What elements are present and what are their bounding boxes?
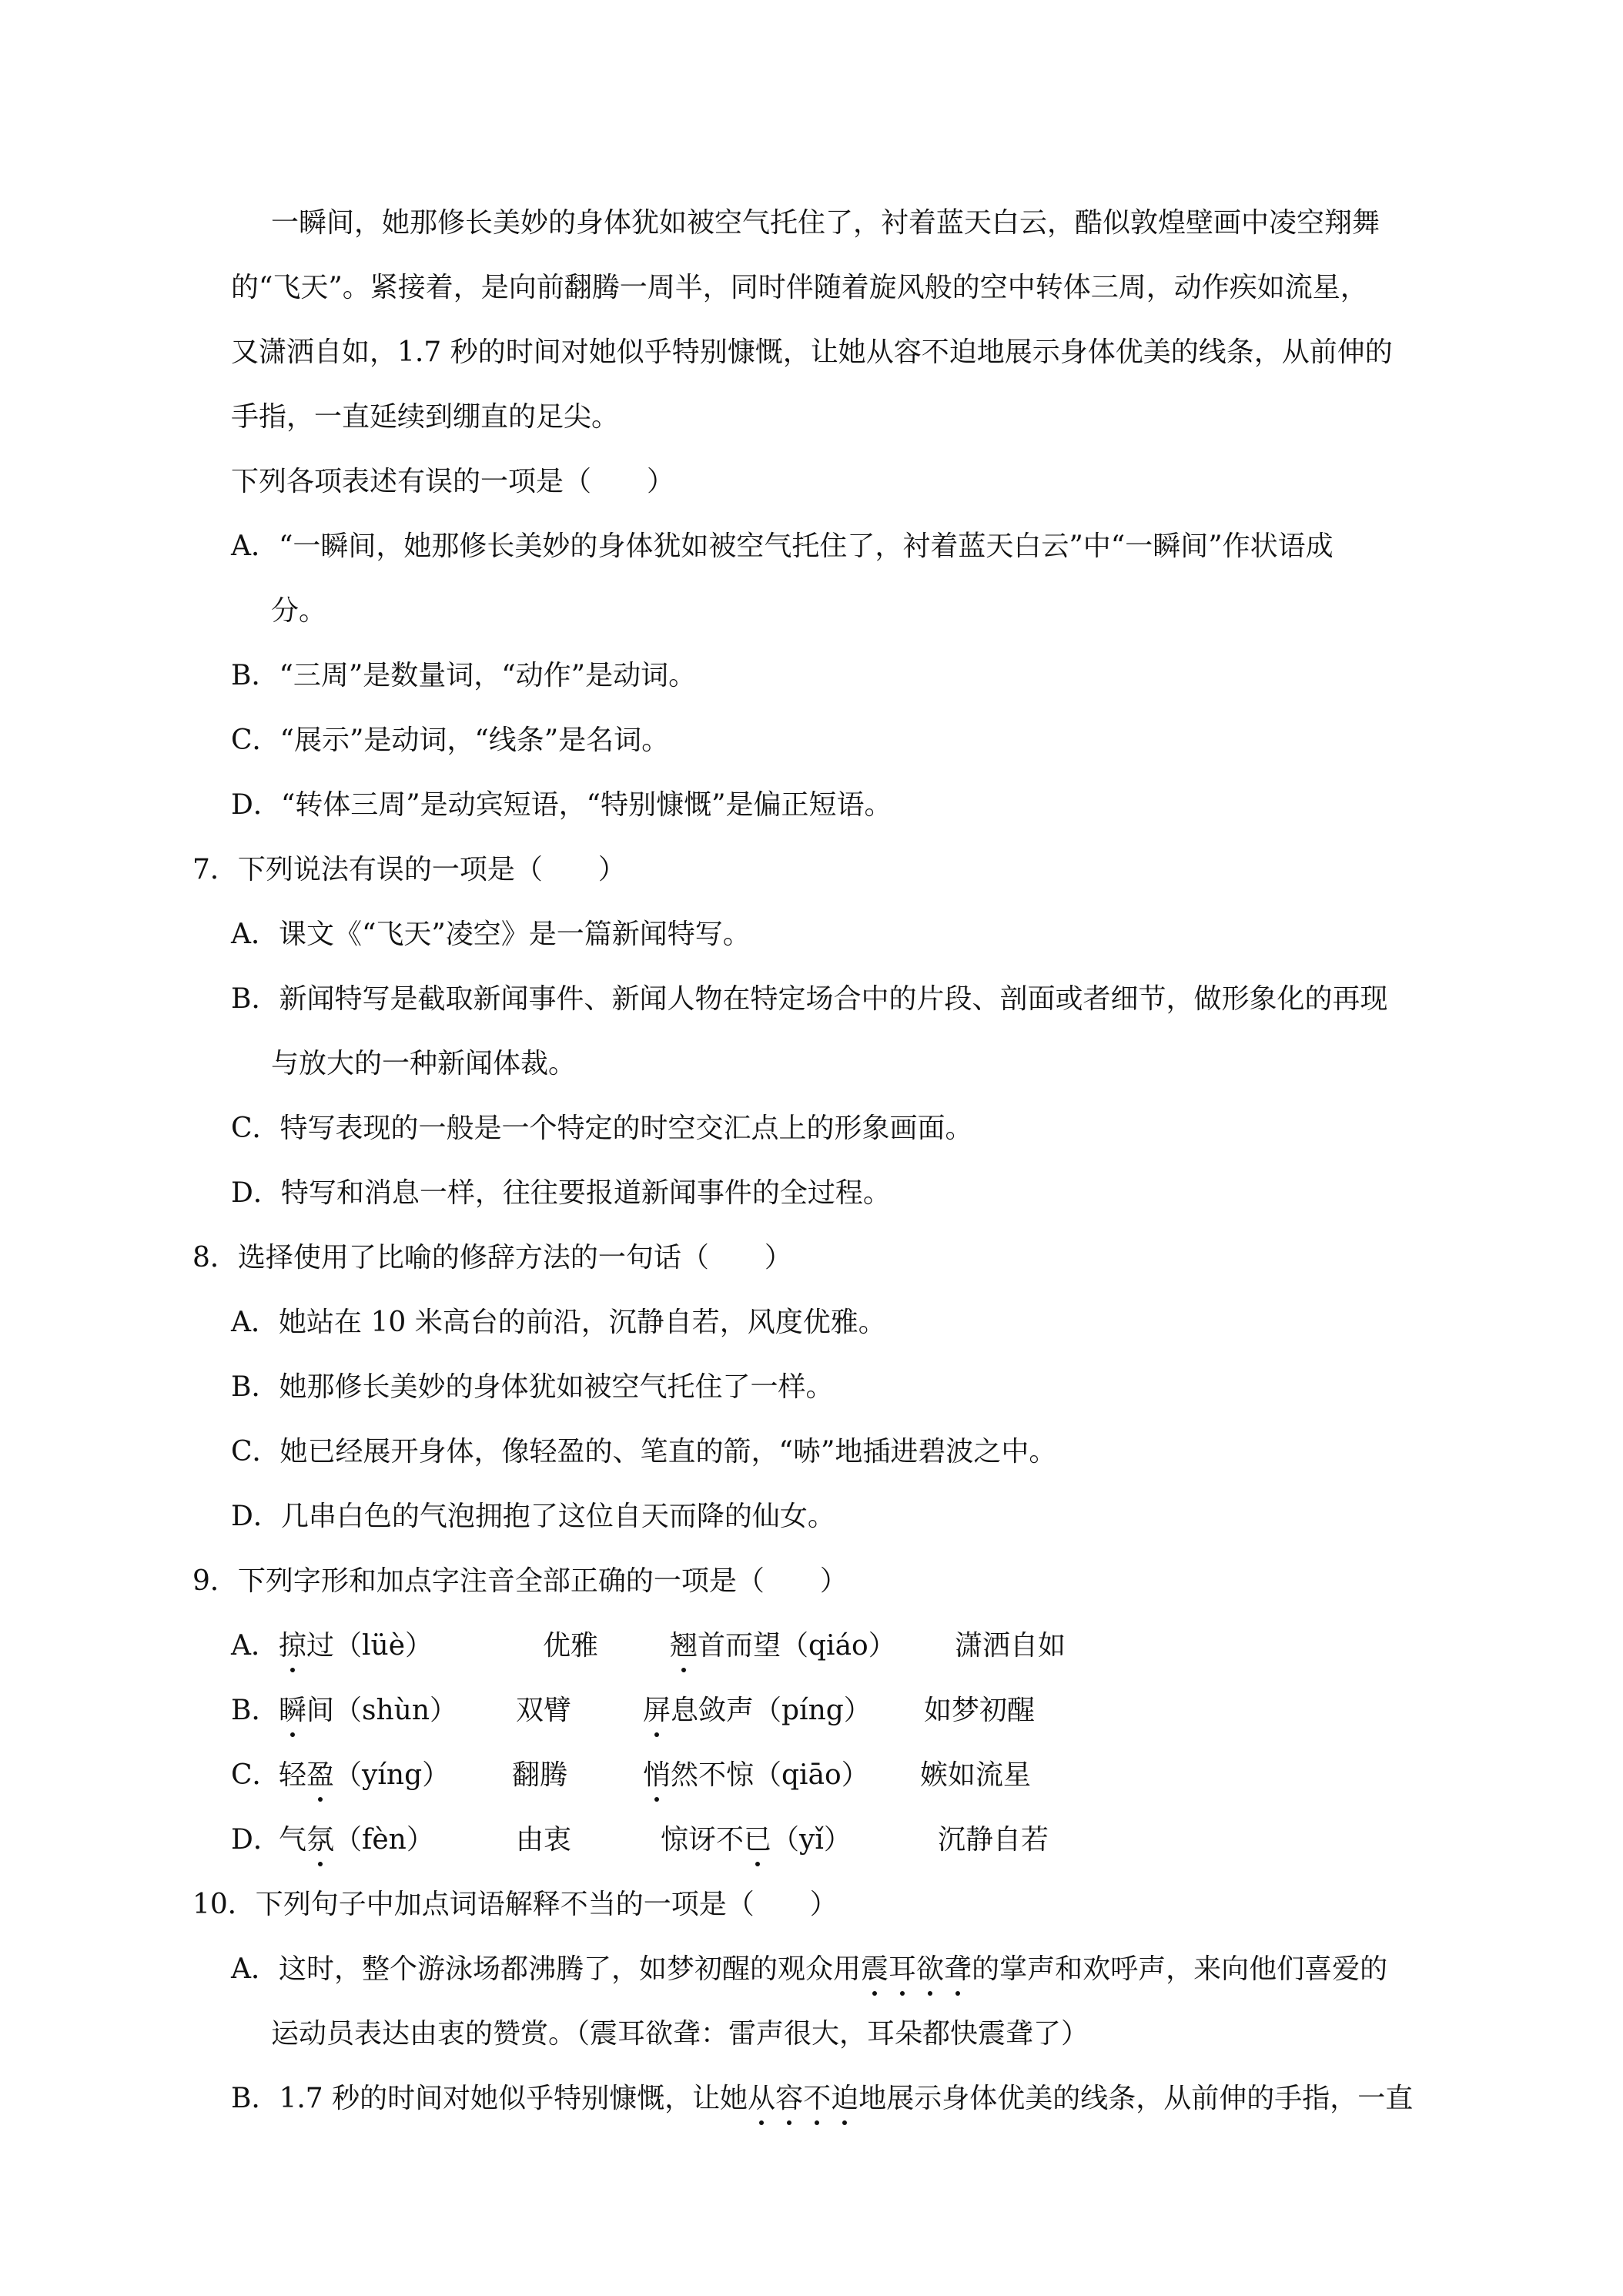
passage-line-4: 手指，一直延续到绷直的足尖。 [231, 401, 620, 433]
emphasis-dot-char: 震 [861, 1953, 889, 1985]
emphasis-dot-char: 已 [744, 1824, 772, 1856]
emphasis-dot-char: 容 [775, 2083, 804, 2114]
q8-option-a: A．她站在 10 米高台的前沿，沉静自若，风度优雅。 [231, 1307, 886, 1338]
q6-option-a-line-1: A．“一瞬间，她那修长美妙的身体犹如被空气托住了，衬着蓝天白云”中“一瞬间”作状语成 [231, 530, 1334, 562]
q7-option-d: D．特写和消息一样，往往要报道新闻事件的全过程。 [231, 1177, 891, 1209]
emphasis-dot-char: 耳 [888, 1953, 917, 1985]
q7-option-a: A．课文《“飞天”凌空》是一篇新闻特写。 [231, 919, 751, 950]
q9-option-c-word-1: 轻盈（yíng） [279, 1759, 450, 1791]
emphasis-dot-char: 屏 [643, 1695, 671, 1726]
q9-option-a-word-4: 潇洒自如 [955, 1630, 1066, 1662]
q9-option-d-word-2: 由衷 [516, 1824, 572, 1856]
q9-option-b-word-4: 如梦初醒 [924, 1695, 1036, 1726]
q6-option-d: D．“转体三周”是动宾短语，“特别慷慨”是偏正短语。 [231, 789, 892, 821]
q6-option-c: C．“展示”是动词，“线条”是名词。 [231, 725, 670, 756]
q10-stem: 10．下列句子中加点词语解释不当的一项是（ ） [192, 1889, 838, 1920]
q8-option-d: D．几串白色的气泡拥抱了这位自天而降的仙女。 [231, 1501, 835, 1532]
q9-option-a-word-1: 掠过（lüè） [279, 1630, 433, 1662]
emphasis-dot-char: 迫 [831, 2083, 859, 2114]
q10-option-b-line-1: B．1.7 秒的时间对她似乎特别慷慨，让她从容不迫地展示身体优美的线条，从前伸的手指，一直 [231, 2083, 1414, 2114]
q9-option-d-word-1: 气氛（fèn） [279, 1824, 434, 1856]
passage-line-2: 的“飞天”。紧接着，是向前翻腾一周半，同时伴随着旋风般的空中转体三周，动作疾如流星， [231, 272, 1368, 303]
q8-option-c: C．她已经展开身体，像轻盈的、笔直的箭，“哧”地插进碧波之中。 [231, 1436, 1057, 1468]
q7-stem: 7．下列说法有误的一项是（ ） [192, 854, 626, 885]
emphasis-dot-char: 翘 [670, 1630, 698, 1662]
passage-line-3: 又潇洒自如，1.7 秒的时间对她似乎特别慷慨，让她从容不迫地展示身体优美的线条，从前伸的 [231, 336, 1393, 368]
q8-option-b: B．她那修长美妙的身体犹如被空气托住了一样。 [231, 1371, 834, 1403]
q9-option-b-label: B． [231, 1695, 279, 1726]
q9-option-b-word-1: 瞬间（shùn） [279, 1695, 458, 1726]
q8-stem: 8．选择使用了比喻的修辞方法的一句话（ ） [192, 1242, 792, 1274]
emphasis-dot-char: 瞬 [279, 1695, 307, 1726]
emphasis-dot-char: 不 [803, 2083, 832, 2114]
q9-option-a-word-2: 优雅 [543, 1630, 599, 1662]
q6-stem: 下列各项表述有误的一项是（ ） [231, 466, 675, 497]
q9-option-d-word-3: 惊讶不已（yǐ） [661, 1824, 852, 1856]
emphasis-dot-char: 悄 [643, 1759, 671, 1791]
emphasis-dot-char: 盈 [306, 1759, 335, 1791]
q10-option-a-line-1: A．这时，整个游泳场都沸腾了，如梦初醒的观众用震耳欲聋的掌声和欢呼声，来向他们喜爱的 [231, 1953, 1388, 1985]
passage-line-1: 一瞬间，她那修长美妙的身体犹如被空气托住了，衬着蓝天白云，酷似敦煌壁画中凌空翔舞 [271, 207, 1380, 239]
q7-option-b-line-1: B．新闻特写是截取新闻事件、新闻人物在特定场合中的片段、剖面或者细节，做形象化的再现 [231, 983, 1388, 1015]
q6-option-a-line-2: 分。 [271, 595, 327, 627]
q9-option-d-word-4: 沉静自若 [938, 1824, 1049, 1856]
q6-option-b: B．“三周”是数量词，“动作”是动词。 [231, 660, 697, 691]
emphasis-dot-char: 聋 [944, 1953, 972, 1985]
q9-option-c-word-2: 翻腾 [512, 1759, 568, 1791]
q7-option-b-line-2: 与放大的一种新闻体裁。 [271, 1048, 577, 1079]
q9-option-b-word-3: 屏息敛声（píng） [643, 1695, 872, 1726]
emphasis-dot-char: 欲 [916, 1953, 945, 1985]
q7-option-c: C．特写表现的一般是一个特定的时空交汇点上的形象画面。 [231, 1113, 973, 1144]
q9-option-d-label: D． [231, 1824, 281, 1856]
emphasis-dot-char: 氛 [306, 1824, 335, 1856]
q9-option-c-word-3: 悄然不惊（qiāo） [643, 1759, 869, 1791]
emphasis-dot-char: 从 [748, 2083, 776, 2114]
emphasis-dot-char: 掠 [279, 1630, 307, 1662]
q9-stem: 9．下列字形和加点字注音全部正确的一项是（ ） [192, 1565, 848, 1597]
q9-option-c-label: C． [231, 1759, 280, 1791]
q9-option-a-label: A． [231, 1630, 279, 1662]
q9-option-b-word-2: 双臂 [516, 1695, 572, 1726]
q10-option-a-line-2: 运动员表达由衷的赞赏。（震耳欲聋：雷声很大，耳朵都快震聋了） [271, 2018, 1089, 2050]
q9-option-c-word-4: 嫉如流星 [920, 1759, 1032, 1791]
q9-option-a-word-3: 翘首而望（qiáo） [670, 1630, 896, 1662]
